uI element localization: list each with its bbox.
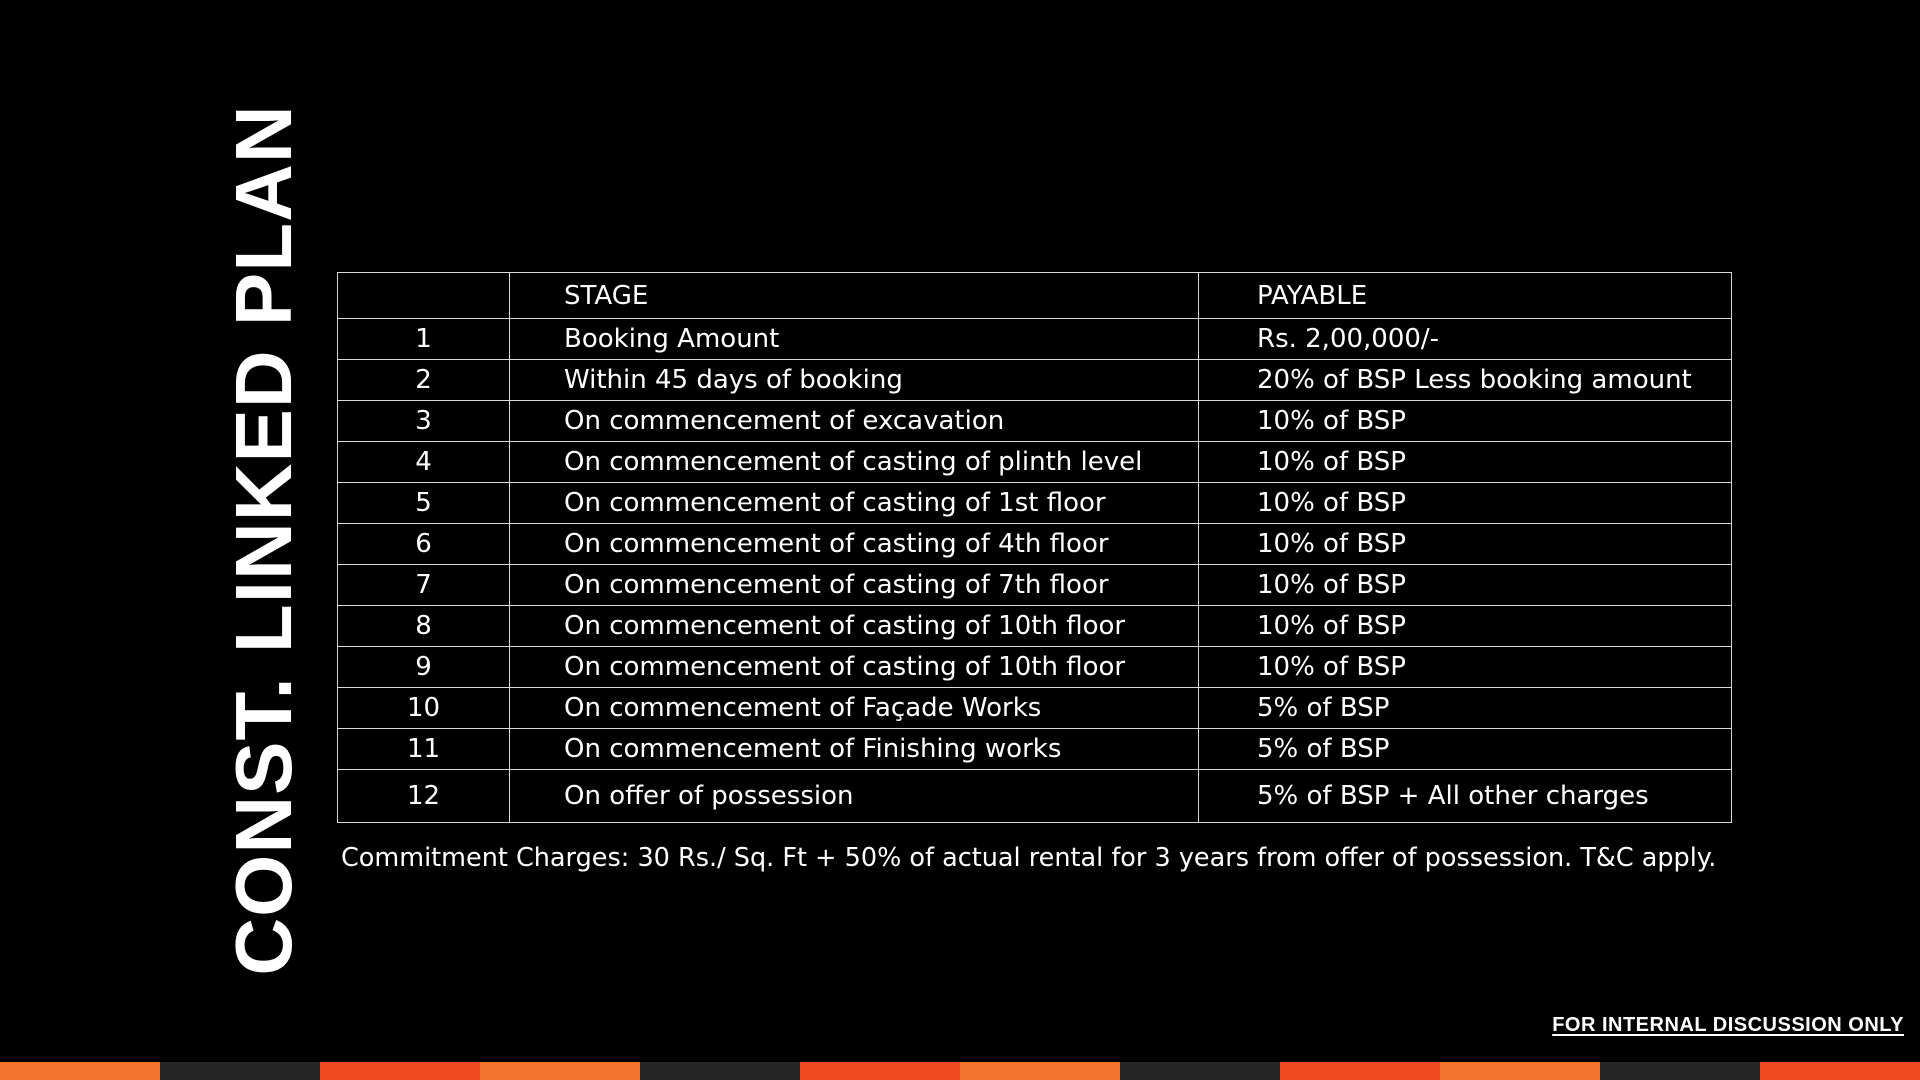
row-number: 3 <box>338 401 510 442</box>
row-stage: On commencement of casting of plinth level <box>510 442 1199 483</box>
row-stage: Within 45 days of booking <box>510 360 1199 401</box>
row-number: 7 <box>338 565 510 606</box>
row-payable: 10% of BSP <box>1199 606 1732 647</box>
row-stage: On commencement of excavation <box>510 401 1199 442</box>
row-stage: On commencement of Façade Works <box>510 688 1199 729</box>
table-header-row <box>338 273 1732 319</box>
table-row <box>338 565 1732 606</box>
row-stage: On commencement of casting of 10th floor <box>510 606 1199 647</box>
row-number: 4 <box>338 442 510 483</box>
row-payable: 10% of BSP <box>1199 524 1732 565</box>
row-payable: 10% of BSP <box>1199 401 1732 442</box>
payment-plan-table <box>337 272 1732 823</box>
row-stage: On commencement of Finishing works <box>510 729 1199 770</box>
table-row <box>338 688 1732 729</box>
color-bar-segment <box>960 1062 1120 1080</box>
color-bar-segment <box>1600 1062 1760 1080</box>
row-number: 6 <box>338 524 510 565</box>
row-stage: Booking Amount <box>510 319 1199 360</box>
row-number: 2 <box>338 360 510 401</box>
commitment-charges-note: Commitment Charges: 30 Rs./ Sq. Ft + 50% of actual rental for 3 years from offer of possession. T&C apply. <box>341 843 1717 873</box>
color-bar-segment <box>1760 1062 1920 1080</box>
table-row <box>338 770 1732 823</box>
color-bar-segment <box>1440 1062 1600 1080</box>
color-bar-segment <box>0 1062 160 1080</box>
row-payable: 5% of BSP <box>1199 729 1732 770</box>
row-number: 1 <box>338 319 510 360</box>
color-bar-segment <box>1120 1062 1280 1080</box>
table-row <box>338 442 1732 483</box>
row-stage: On commencement of casting of 7th floor <box>510 565 1199 606</box>
row-payable: 10% of BSP <box>1199 565 1732 606</box>
row-number: 10 <box>338 688 510 729</box>
row-number: 12 <box>338 770 510 823</box>
table-row <box>338 729 1732 770</box>
header-payable: PAYABLE <box>1199 273 1732 319</box>
color-bar-segment <box>480 1062 640 1080</box>
footer-color-bar <box>0 1062 1920 1080</box>
row-payable: Rs. 2,00,000/- <box>1199 319 1732 360</box>
row-stage: On commencement of casting of 4th floor <box>510 524 1199 565</box>
header-stage: STAGE <box>510 273 1199 319</box>
row-number: 5 <box>338 483 510 524</box>
row-stage: On commencement of casting of 1st floor <box>510 483 1199 524</box>
table-row <box>338 647 1732 688</box>
row-number: 8 <box>338 606 510 647</box>
row-payable: 10% of BSP <box>1199 442 1732 483</box>
row-payable: 10% of BSP <box>1199 483 1732 524</box>
table-row <box>338 524 1732 565</box>
header-number <box>338 273 510 319</box>
row-stage: On offer of possession <box>510 770 1199 823</box>
table-row <box>338 606 1732 647</box>
table-row <box>338 319 1732 360</box>
color-bar-segment <box>640 1062 800 1080</box>
internal-discussion-label: FOR INTERNAL DISCUSSION ONLY <box>1552 1014 1904 1036</box>
color-bar-segment <box>320 1062 480 1080</box>
row-number: 9 <box>338 647 510 688</box>
table-row <box>338 360 1732 401</box>
page-title: CONST. LINKED PLAN <box>219 104 308 976</box>
row-number: 11 <box>338 729 510 770</box>
row-stage: On commencement of casting of 10th floor <box>510 647 1199 688</box>
row-payable: 5% of BSP <box>1199 688 1732 729</box>
table-row <box>338 401 1732 442</box>
table-row <box>338 483 1732 524</box>
row-payable: 5% of BSP + All other charges <box>1199 770 1732 823</box>
color-bar-segment <box>800 1062 960 1080</box>
color-bar-segment <box>160 1062 320 1080</box>
row-payable: 10% of BSP <box>1199 647 1732 688</box>
color-bar-segment <box>1280 1062 1440 1080</box>
row-payable: 20% of BSP Less booking amount <box>1199 360 1732 401</box>
